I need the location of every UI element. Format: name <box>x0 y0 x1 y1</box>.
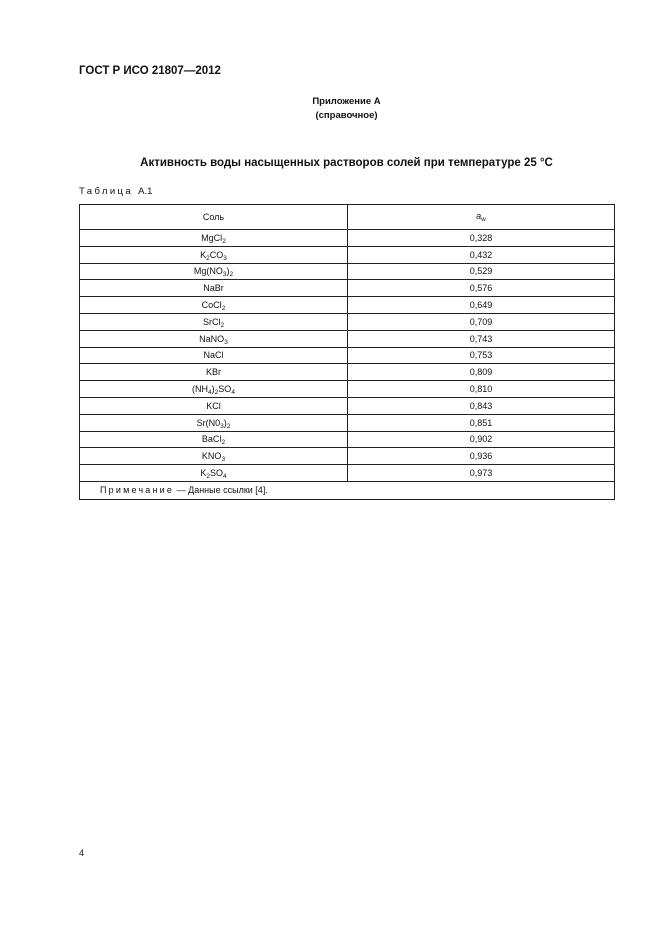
table-note-row <box>80 481 615 499</box>
aw-cell: 0,753 <box>348 347 615 364</box>
aw-cell: 0,576 <box>348 280 615 297</box>
table-caption-number: А.1 <box>138 186 153 197</box>
salt-cell <box>80 313 348 330</box>
aw-cell: 0,810 <box>348 381 615 398</box>
salt-cell <box>80 414 348 431</box>
salt-text: KNO <box>201 451 222 462</box>
salt-text: CO <box>209 249 224 260</box>
salt-text: ) <box>211 384 215 395</box>
table-row <box>80 313 615 330</box>
salt-subscript: 2 <box>214 389 219 397</box>
salt-cell <box>80 297 348 314</box>
salt-subscript: 4 <box>223 473 227 481</box>
salt-cell <box>80 465 348 482</box>
aw-cell: 0,709 <box>348 313 615 330</box>
salt-cell <box>80 431 348 448</box>
salt-subscript: 4 <box>208 389 212 397</box>
salt-subscript: 3 <box>222 271 227 279</box>
table-row <box>80 397 615 414</box>
salt-text: KCl <box>206 400 221 411</box>
table-caption-label: Таблица <box>79 186 134 197</box>
aw-subscript: w <box>481 216 486 223</box>
salt-text: (NH <box>192 384 209 395</box>
salt-cell <box>80 397 348 414</box>
note-label: Примечание <box>100 485 175 496</box>
salt-text: NaNO <box>199 333 225 344</box>
salt-cell <box>80 230 348 247</box>
table-row <box>80 330 615 347</box>
salt-cell <box>80 381 348 398</box>
salt-subscript: 3 <box>223 254 227 262</box>
section-title-text: Активность воды насыщенных растворов солей при температуре 25 °С <box>140 157 553 169</box>
table-row <box>80 230 615 247</box>
salt-cell <box>80 280 348 297</box>
salt-text: MgCl <box>201 232 223 243</box>
salt-text: BaCl <box>201 434 222 445</box>
table-row <box>80 465 615 482</box>
aw-cell: 0,851 <box>348 414 615 431</box>
table-body <box>80 230 615 482</box>
salt-text: ) <box>226 266 230 277</box>
aw-cell: 0,936 <box>348 448 615 465</box>
aw-cell: 0,902 <box>348 431 615 448</box>
table-row <box>80 431 615 448</box>
table-header-row <box>80 205 615 230</box>
table-row <box>80 246 615 263</box>
document-code: ГОСТ Р ИСО 21807—2012 <box>79 65 221 77</box>
aw-cell: 0,973 <box>348 465 615 482</box>
table-row <box>80 414 615 431</box>
salt-subscript: 2 <box>229 271 234 279</box>
salt-subscript: 2 <box>221 305 226 313</box>
aw-cell: 0,743 <box>348 330 615 347</box>
appendix-subtitle: (справочное) <box>315 110 378 121</box>
table-row <box>80 263 615 280</box>
table-row <box>80 280 615 297</box>
aw-cell: 0,432 <box>348 246 615 263</box>
page-number: 4 <box>79 848 85 858</box>
aw-cell: 0,529 <box>348 263 615 280</box>
salt-subscript: 3 <box>224 338 228 346</box>
table-row <box>80 347 615 364</box>
salt-text: SO <box>218 384 232 395</box>
salt-text: CoCl <box>201 300 222 311</box>
salt-subscript: 3 <box>221 456 226 464</box>
table-row <box>80 448 615 465</box>
salt-subscript: 2 <box>226 422 231 430</box>
salt-cell <box>80 448 348 465</box>
salt-text: NaBr <box>203 283 224 294</box>
table-row <box>80 364 615 381</box>
aw-cell: 0,649 <box>348 297 615 314</box>
salt-cell <box>80 364 348 381</box>
water-activity-table <box>79 204 615 500</box>
table-caption <box>79 186 152 197</box>
salt-subscript: 2 <box>222 237 226 245</box>
salt-text: K <box>200 468 207 479</box>
salt-text: Sr(N0 <box>196 417 221 428</box>
aw-cell: 0,809 <box>348 364 615 381</box>
salt-subscript: 2 <box>206 254 210 262</box>
salt-cell <box>80 263 348 280</box>
salt-cell <box>80 246 348 263</box>
salt-text: ) <box>223 417 227 428</box>
salt-text: SO <box>210 468 224 479</box>
salt-subscript: 4 <box>231 389 235 397</box>
salt-text: K <box>200 249 207 260</box>
aw-symbol: a <box>476 211 482 221</box>
salt-subscript: 2 <box>220 321 225 329</box>
note-text: — Данные ссылки [4]. <box>176 485 268 496</box>
salt-text: KBr <box>205 367 221 378</box>
section-title <box>0 157 661 169</box>
salt-subscript: 2 <box>221 439 226 447</box>
appendix-title: Приложение А <box>312 96 381 107</box>
table-note <box>80 481 615 499</box>
aw-cell: 0,328 <box>348 230 615 247</box>
salt-text: NaCl <box>203 350 224 361</box>
table-row <box>80 297 615 314</box>
salt-text: Mg(NO <box>193 266 223 277</box>
salt-cell <box>80 330 348 347</box>
salt-cell <box>80 347 348 364</box>
salt-subscript: 2 <box>206 473 210 481</box>
salt-text: SrCl <box>202 316 221 327</box>
column-header-aw <box>348 205 615 230</box>
column-header-salt: Соль <box>80 205 348 230</box>
appendix-heading <box>0 95 661 123</box>
table-row <box>80 381 615 398</box>
salt-subscript: 3 <box>220 422 224 430</box>
aw-cell: 0,843 <box>348 397 615 414</box>
